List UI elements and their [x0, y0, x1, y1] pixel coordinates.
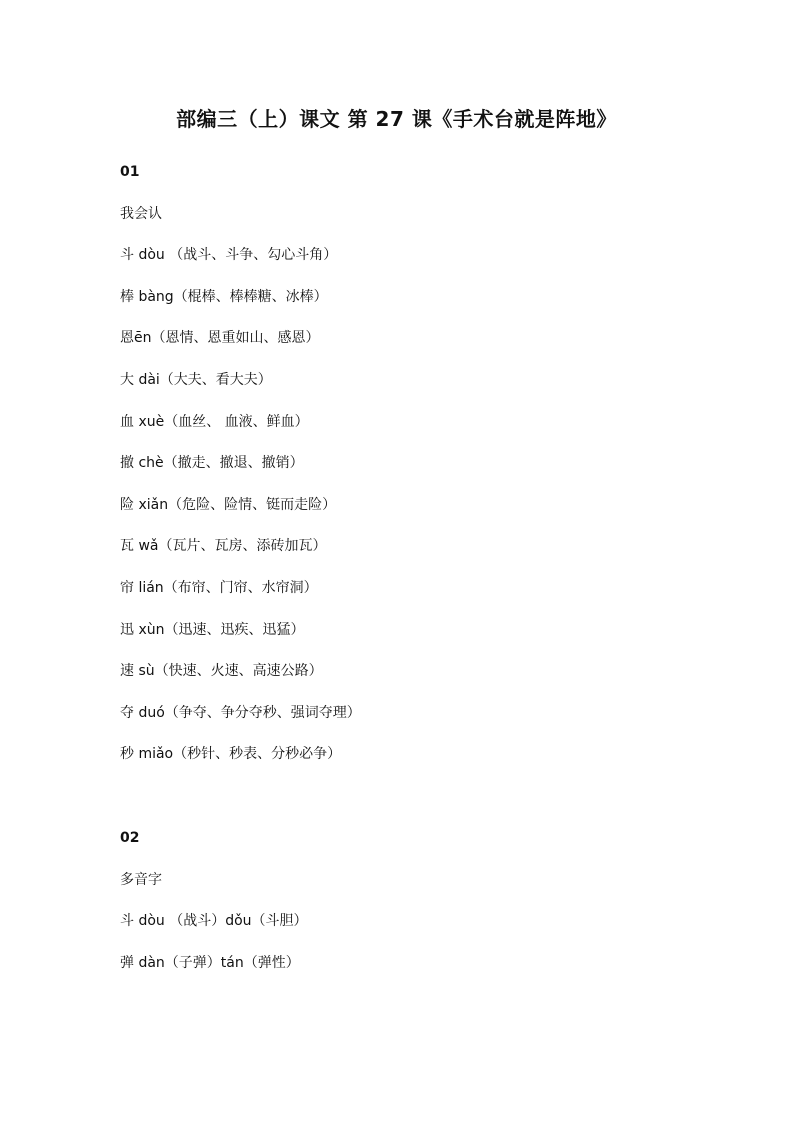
vocab-item: 大 dài（大夫、看大夫） [120, 371, 272, 388]
section-heading: 多音字 [120, 871, 162, 888]
vocab-item: 棒 bàng（棍棒、棒棒糖、冰棒） [120, 288, 328, 305]
vocab-item: 血 xuè（血丝、 血液、鲜血） [120, 413, 309, 430]
vocab-item: 秒 miǎo（秒针、秒表、分秒必争） [120, 746, 342, 763]
vocab-item: 速 sù（快速、火速、高速公路） [120, 663, 323, 680]
section-02 [120, 828, 720, 973]
page-title: 部编三（上）课文 第 27 课《手术台就是阵地》 [176, 107, 617, 131]
polyphone-item: 弹 dàn（子弹）tán（弹性） [120, 954, 300, 971]
vocab-item: 恩ēn（恩情、恩重如山、感恩） [120, 330, 320, 347]
vocab-item: 险 xiǎn（危险、险情、铤而走险） [120, 496, 337, 513]
vocab-item: 撤 chè（撤走、撤退、撤销） [120, 455, 304, 472]
vocab-item: 迅 xùn（迅速、迅疾、迅猛） [120, 621, 305, 638]
vocab-item: 夺 duó（争夺、争分夺秒、强词夺理） [120, 704, 361, 721]
section-number: 02 [120, 830, 140, 846]
section-heading: 我会认 [120, 205, 162, 222]
section-number: 01 [120, 164, 140, 180]
polyphone-item: 斗 dòu （战斗）dǒu（斗胆） [120, 913, 308, 930]
vocab-item: 帘 lián（布帘、门帘、水帘洞） [120, 579, 318, 596]
vocab-item: 瓦 wǎ（瓦片、瓦房、添砖加瓦） [120, 538, 327, 555]
section-01 [120, 162, 720, 764]
vocab-item: 斗 dòu （战斗、斗争、勾心斗角） [120, 247, 338, 264]
